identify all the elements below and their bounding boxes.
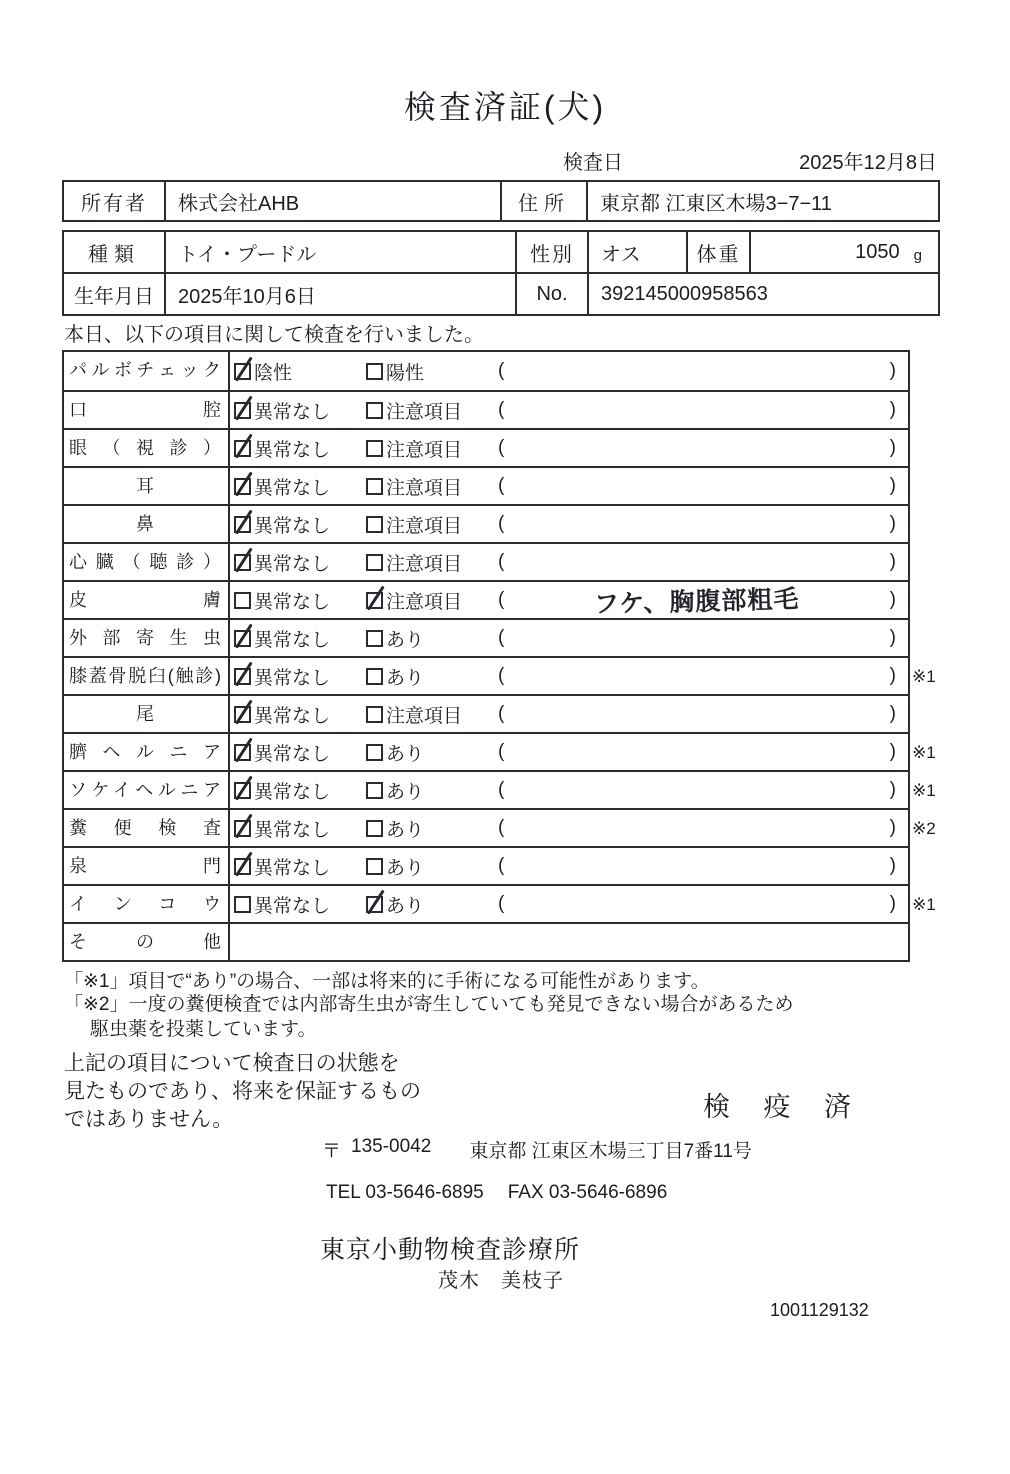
exam-option-1-label: 異常なし	[254, 629, 331, 651]
footnote-mark: ※2	[912, 819, 936, 838]
close-paren: )	[889, 589, 896, 610]
exam-option-2-label: あり	[386, 781, 425, 803]
exam-table	[62, 350, 936, 962]
exam-option-1	[230, 587, 366, 614]
checkbox-checked-icon	[234, 402, 251, 419]
checkbox-icon	[366, 668, 383, 685]
exam-row	[64, 618, 908, 656]
exam-option-1-label: 異常なし	[254, 401, 331, 423]
exam-row	[64, 770, 936, 808]
exam-option-1	[230, 358, 366, 385]
exam-option-2-label: 注意項目	[386, 439, 463, 461]
exam-note-area	[498, 893, 908, 915]
checkbox-checked-icon	[234, 516, 251, 533]
exam-option-2-label: あり	[386, 743, 425, 765]
inspection-date-row	[563, 146, 937, 175]
exam-row-values	[230, 352, 908, 390]
exam-note-area	[498, 582, 908, 618]
exam-note-area	[498, 475, 908, 497]
postal-mark-icon: 〒	[322, 1141, 342, 1162]
exam-row-label: 心臓（聴診）	[64, 544, 230, 580]
checkbox-checked-icon	[234, 478, 251, 495]
checkbox-icon	[366, 630, 383, 647]
exam-row-label: パルボチェック	[64, 352, 230, 390]
footnote-1: 「※1」項目で“あり”の場合、一部は将来的に手術になる可能性があります。	[64, 971, 710, 992]
breed-label: 種類	[88, 243, 140, 266]
exam-row-values	[230, 506, 908, 542]
clinic-name: 東京小動物検査診療所	[320, 1236, 581, 1264]
exam-option-1	[230, 891, 366, 918]
owner-label: 所有者	[81, 192, 147, 215]
footnote-mark: ※1	[912, 781, 936, 800]
open-paren: (	[498, 779, 505, 800]
exam-row	[64, 694, 908, 732]
exam-option-2	[366, 625, 498, 652]
close-paren: )	[889, 475, 896, 496]
exam-option-1-label: 異常なし	[254, 781, 331, 803]
close-paren: )	[889, 779, 896, 800]
clinic-tel: TEL 03-5646-6895	[326, 1182, 484, 1203]
disclaimer-line2: 見たものであり、将来を保証するもの	[64, 1080, 421, 1103]
exam-option-2	[366, 777, 498, 804]
checkbox-checked-icon	[234, 858, 251, 875]
exam-row-label: 外部寄生虫	[64, 620, 230, 656]
serial-number: 1001129132	[770, 1300, 869, 1320]
open-paren: (	[498, 665, 505, 686]
disclaimer-text	[64, 1050, 421, 1134]
exam-note-area	[498, 855, 908, 877]
exam-row-label: 耳	[64, 468, 230, 504]
exam-option-2-label: あり	[386, 857, 425, 879]
exam-option-2-label: 注意項目	[386, 705, 463, 727]
exam-row	[64, 580, 908, 618]
exam-option-2	[366, 891, 498, 918]
exam-option-1-label: 異常なし	[254, 477, 331, 499]
footnote-mark: ※1	[912, 895, 936, 914]
checkbox-checked-icon	[234, 630, 251, 647]
open-paren: (	[498, 551, 505, 572]
exam-note-area	[498, 665, 908, 687]
checkbox-icon	[366, 402, 383, 419]
disclaimer-line1: 上記の項目について検査日の状態を	[64, 1052, 400, 1075]
exam-row-label: インコウ	[64, 886, 230, 922]
exam-option-2	[366, 701, 498, 728]
exam-row	[64, 466, 908, 504]
exam-option-2-label: 注意項目	[386, 553, 463, 575]
open-paren: (	[498, 475, 505, 496]
sex-label: 性別	[515, 232, 587, 272]
checkbox-icon	[366, 478, 383, 495]
close-paren: )	[889, 855, 896, 876]
exam-option-1-label: 異常なし	[254, 895, 331, 917]
exam-row-label: 臍ヘルニア	[64, 734, 230, 770]
checkbox-checked-icon	[234, 554, 251, 571]
exam-row-label: 泉門	[64, 848, 230, 884]
exam-option-2	[366, 358, 498, 385]
open-paren: (	[498, 360, 505, 381]
exam-option-2	[366, 435, 498, 462]
exam-option-1-label: 異常なし	[254, 591, 331, 613]
footnote-mark: ※1	[912, 743, 936, 762]
birth-no-row	[64, 272, 938, 314]
exam-note-text: フケ、胸腹部粗毛	[593, 585, 801, 619]
open-paren: (	[498, 627, 505, 648]
exam-note-area	[498, 779, 908, 801]
exam-note-area	[498, 399, 908, 421]
exam-row-label: 皮膚	[64, 582, 230, 618]
exam-row	[64, 542, 908, 580]
checkbox-icon	[366, 706, 383, 723]
exam-note-area	[498, 551, 908, 573]
checkbox-checked-icon	[234, 782, 251, 799]
exam-row	[64, 656, 936, 694]
exam-option-1	[230, 473, 366, 500]
quarantine-stamp: 検 疫 済	[703, 1092, 865, 1122]
close-paren: )	[889, 437, 896, 458]
exam-option-1	[230, 511, 366, 538]
checkbox-icon	[366, 858, 383, 875]
checkbox-icon	[366, 363, 383, 380]
exam-row-values	[230, 810, 908, 846]
exam-row-label: 口腔	[64, 392, 230, 428]
close-paren: )	[889, 817, 896, 838]
open-paren: (	[498, 703, 505, 724]
footnote-2-line2: 駆虫薬を投薬しています。	[90, 1019, 317, 1040]
exam-row-values	[230, 582, 908, 618]
exam-option-2-label: あり	[386, 895, 425, 917]
exam-option-1-label: 異常なし	[254, 667, 331, 689]
disclaimer-line3: ではありません。	[64, 1108, 234, 1131]
postal-code: 135-0042	[351, 1136, 432, 1157]
open-paren: (	[498, 893, 505, 914]
breed-sex-weight-row	[64, 232, 938, 272]
exam-row-label: 鼻	[64, 506, 230, 542]
checkbox-icon	[366, 554, 383, 571]
checkbox-checked-icon	[234, 668, 251, 685]
exam-option-1	[230, 397, 366, 424]
close-paren: )	[889, 551, 896, 572]
open-paren: (	[498, 399, 505, 420]
exam-row-label: 糞便検査	[64, 810, 230, 846]
checkbox-icon	[366, 782, 383, 799]
exam-row-values	[230, 658, 908, 694]
no-label: No.	[515, 274, 587, 314]
checkbox-icon	[234, 592, 251, 609]
birthdate-label: 生年月日	[74, 285, 154, 308]
exam-note-area	[498, 627, 908, 649]
checkbox-checked-icon	[234, 363, 251, 380]
exam-option-1	[230, 815, 366, 842]
exam-note-area	[498, 817, 908, 839]
exam-note-area	[498, 437, 908, 459]
exam-row	[64, 922, 908, 960]
address-label: 住所	[500, 182, 586, 220]
exam-option-1-label: 異常なし	[254, 439, 331, 461]
exam-option-1	[230, 739, 366, 766]
exam-row	[64, 808, 936, 846]
weight-number: 1050	[855, 240, 900, 263]
footnote-mark: ※1	[912, 667, 936, 686]
exam-row-values	[230, 696, 908, 732]
open-paren: (	[498, 817, 505, 838]
checkbox-checked-icon	[366, 896, 383, 913]
clinic-postal-row	[322, 1136, 752, 1163]
exam-option-1-label: 異常なし	[254, 515, 331, 537]
weight-value	[749, 232, 938, 272]
exam-option-2	[366, 739, 498, 766]
close-paren: )	[889, 627, 896, 648]
checkbox-checked-icon	[234, 820, 251, 837]
exam-row-values	[230, 886, 908, 922]
checkbox-icon	[234, 896, 251, 913]
exam-option-2	[366, 397, 498, 424]
exam-row	[64, 390, 908, 428]
exam-option-1-label: 陰性	[254, 362, 293, 384]
open-paren: (	[498, 437, 505, 458]
inspection-date-label: 検査日	[563, 152, 623, 174]
checkbox-icon	[366, 744, 383, 761]
exam-option-2	[366, 853, 498, 880]
checkbox-checked-icon	[234, 706, 251, 723]
intro-text: 本日、以下の項目に関して検査を行いました。	[64, 324, 484, 346]
exam-row	[64, 428, 908, 466]
exam-row-values	[230, 772, 908, 808]
footnote-2-line1: 「※2」一度の糞便検査では内部寄生虫が寄生していても発見できない場合があるため	[64, 994, 794, 1015]
breed-value: トイ・プードル	[164, 232, 515, 272]
exam-row-values	[230, 392, 908, 428]
checkbox-icon	[366, 440, 383, 457]
exam-option-2	[366, 549, 498, 576]
exam-option-2-label: 注意項目	[386, 401, 463, 423]
close-paren: )	[889, 399, 896, 420]
exam-option-2-label: あり	[386, 819, 425, 841]
address-value: 東京都 江東区木場3−7−11	[586, 182, 938, 220]
exam-option-1	[230, 701, 366, 728]
exam-option-2-label: あり	[386, 667, 425, 689]
exam-note-area	[498, 741, 908, 763]
exam-row	[64, 352, 908, 390]
clinic-fax: FAX 03-5646-6896	[507, 1182, 668, 1203]
exam-row-label: 尾	[64, 696, 230, 732]
exam-note-area	[498, 513, 908, 535]
exam-row-values	[230, 620, 908, 656]
exam-row-values	[230, 924, 908, 960]
exam-option-2-label: 陽性	[386, 362, 425, 384]
weight-unit: g	[913, 246, 922, 264]
clinic-telfax-row	[326, 1182, 667, 1204]
close-paren: )	[889, 513, 896, 534]
exam-option-1-label: 異常なし	[254, 553, 331, 575]
exam-option-2	[366, 815, 498, 842]
exam-row-values	[230, 544, 908, 580]
exam-option-1-label: 異常なし	[254, 705, 331, 727]
open-paren: (	[498, 741, 505, 762]
close-paren: )	[889, 893, 896, 914]
exam-option-2	[366, 587, 498, 614]
exam-row-values	[230, 430, 908, 466]
exam-option-1-label: 異常なし	[254, 857, 331, 879]
open-paren: (	[498, 855, 505, 876]
exam-row-label: 眼（視診）	[64, 430, 230, 466]
exam-option-2	[366, 473, 498, 500]
exam-option-2	[366, 511, 498, 538]
checkbox-checked-icon	[234, 440, 251, 457]
exam-row-values	[230, 468, 908, 504]
exam-row	[64, 504, 908, 542]
veterinarian-name: 茂木 美枝子	[438, 1270, 564, 1292]
exam-option-1	[230, 435, 366, 462]
exam-option-1-label: 異常なし	[254, 819, 331, 841]
checkbox-icon	[366, 516, 383, 533]
close-paren: )	[889, 703, 896, 724]
exam-row-values	[230, 848, 908, 884]
page-title: 検査済証(犬)	[403, 89, 607, 125]
exam-option-1	[230, 625, 366, 652]
inspection-date-value: 2025年12月8日	[799, 152, 937, 174]
open-paren: (	[498, 513, 505, 534]
exam-option-2	[366, 663, 498, 690]
exam-note-area	[498, 703, 908, 725]
owner-table	[62, 180, 940, 222]
weight-label: 体重	[686, 232, 749, 272]
footnote-2	[64, 992, 794, 1042]
close-paren: )	[889, 665, 896, 686]
exam-option-2-label: 注意項目	[386, 515, 463, 537]
exam-row-label: ソケイヘルニア	[64, 772, 230, 808]
checkbox-checked-icon	[234, 744, 251, 761]
checkbox-checked-icon	[366, 592, 383, 609]
exam-option-2-label: 注意項目	[386, 477, 463, 499]
clinic-address: 東京都 江東区木場三丁目7番11号	[469, 1141, 752, 1162]
close-paren: )	[889, 741, 896, 762]
exam-row	[64, 884, 936, 922]
exam-row-values	[230, 734, 908, 770]
checkbox-icon	[366, 820, 383, 837]
exam-row	[64, 846, 908, 884]
exam-option-1-label: 異常なし	[254, 743, 331, 765]
exam-option-2-label: 注意項目	[386, 591, 463, 613]
exam-note-area	[498, 360, 908, 382]
close-paren: )	[889, 360, 896, 381]
exam-option-2-label: あり	[386, 629, 425, 651]
exam-row	[64, 732, 936, 770]
exam-option-1	[230, 853, 366, 880]
no-value: 392145000958563	[587, 274, 938, 314]
exam-option-1	[230, 663, 366, 690]
exam-option-1	[230, 549, 366, 576]
sex-value: オス	[587, 232, 686, 272]
owner-value: 株式会社AHB	[164, 182, 500, 220]
exam-option-1	[230, 777, 366, 804]
exam-row-label: その他	[64, 924, 230, 960]
exam-row-label: 膝蓋骨脱臼(触診)	[64, 658, 230, 694]
open-paren: (	[498, 589, 505, 610]
birthdate-value: 2025年10月6日	[164, 274, 515, 314]
animal-info-table	[62, 230, 940, 316]
